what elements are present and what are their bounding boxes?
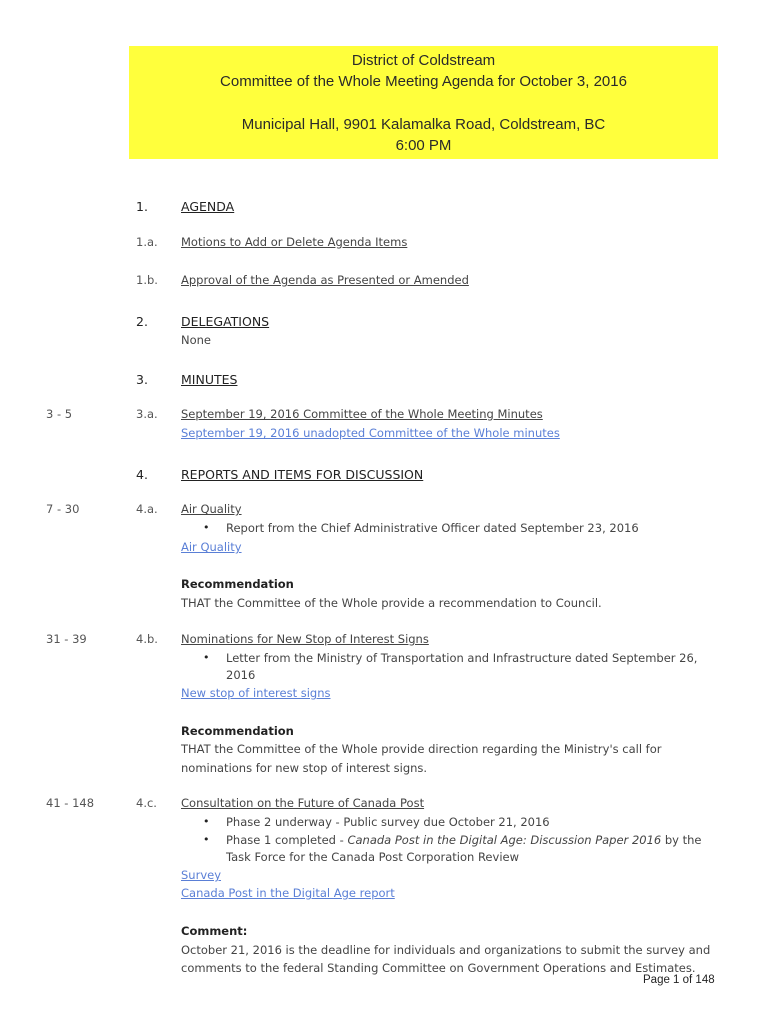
section-title-reports: REPORTS AND ITEMS FOR DISCUSSION — [181, 467, 424, 482]
bullet-text — [226, 833, 702, 847]
item-number: 1.a. — [136, 235, 158, 249]
recommendation-text: THAT the Committee of the Whole provide a recommendation to Council. — [181, 596, 602, 610]
item-number: 1.b. — [136, 273, 158, 287]
bullet-text: Report from the Chief Administrative Officer dated September 23, 2016 — [226, 521, 639, 535]
recommendation-label: Recommendation — [181, 724, 294, 738]
section-number: 3. — [136, 372, 148, 387]
bullet-text-part: Phase 1 completed - — [226, 833, 348, 847]
section-number: 1. — [136, 199, 148, 214]
delegations-note: None — [181, 333, 212, 347]
air-quality-link[interactable]: Air Quality — [181, 540, 242, 554]
item-title-approval[interactable]: Approval of the Agenda as Presented or Amended — [181, 273, 469, 287]
comment-text: October 21, 2016 is the deadline for individuals and organizations to submit the survey and — [181, 943, 711, 957]
bullet-text: Phase 2 underway - Public survey due October 21, 2016 — [226, 815, 550, 829]
bullet-icon: • — [203, 815, 210, 828]
page-range: 41 - 148 — [46, 796, 95, 810]
item-title-minutes[interactable]: September 19, 2016 Committee of the Whole Meeting Minutes — [181, 407, 543, 421]
comment-label: Comment: — [181, 924, 248, 938]
section-title-delegations: DELEGATIONS — [181, 314, 270, 329]
recommendation-text: THAT the Committee of the Whole provide direction regarding the Ministry's call for — [181, 742, 662, 756]
comment-text-cont: comments to the federal Standing Committee on Government Operations and Estimates. — [181, 961, 696, 975]
page-range: 31 - 39 — [46, 632, 87, 646]
item-number: 4.c. — [136, 796, 157, 810]
bullet-text-cont: 2016 — [226, 668, 256, 682]
canada-post-report-link[interactable]: Canada Post in the Digital Age report — [181, 886, 395, 900]
survey-link[interactable]: Survey — [181, 868, 222, 882]
item-title-stop-of-interest[interactable]: Nominations for New Stop of Interest Signs — [181, 632, 429, 646]
header-location: Municipal Hall, 9901 Kalamalka Road, Coldstream, BC — [241, 116, 606, 133]
bullet-icon: • — [203, 833, 210, 846]
agenda-header — [129, 46, 718, 159]
recommendation-label: Recommendation — [181, 577, 294, 591]
recommendation-text-cont: nominations for new stop of interest signs. — [181, 761, 428, 775]
header-meeting-title: Committee of the Whole Meeting Agenda for October 3, 2016 — [220, 73, 627, 90]
stop-of-interest-link[interactable]: New stop of interest signs — [181, 686, 331, 700]
bullet-text: Letter from the Ministry of Transportation and Infrastructure dated September 26, — [226, 651, 698, 665]
bullet-icon: • — [203, 651, 210, 664]
item-title-canada-post[interactable]: Consultation on the Future of Canada Post — [181, 796, 425, 810]
page-number: Page 1 of 148 — [643, 974, 715, 986]
header-time: 6:00 PM — [395, 137, 452, 154]
item-title-motions[interactable]: Motions to Add or Delete Agenda Items — [181, 235, 408, 249]
bullet-text-cont: Task Force for the Canada Post Corporation Review — [226, 850, 519, 864]
item-number: 3.a. — [136, 407, 158, 421]
page-range: 3 - 5 — [46, 407, 73, 421]
bullet-text-part: by the — [661, 833, 702, 847]
item-number: 4.a. — [136, 502, 158, 516]
header-district: District of Coldstream — [351, 52, 496, 69]
page-range: 7 - 30 — [46, 502, 80, 516]
discussion-paper-title: Canada Post in the Digital Age: Discussion Paper 2016 — [347, 833, 662, 847]
item-title-air-quality[interactable]: Air Quality — [181, 502, 242, 516]
section-title-minutes: MINUTES — [181, 372, 238, 387]
item-number: 4.b. — [136, 632, 158, 646]
minutes-link[interactable]: September 19, 2016 unadopted Committee of the Whole minutes — [181, 426, 560, 440]
section-number: 2. — [136, 314, 148, 329]
section-title-agenda: AGENDA — [181, 199, 235, 214]
bullet-icon: • — [203, 521, 210, 534]
section-number: 4. — [136, 467, 148, 482]
